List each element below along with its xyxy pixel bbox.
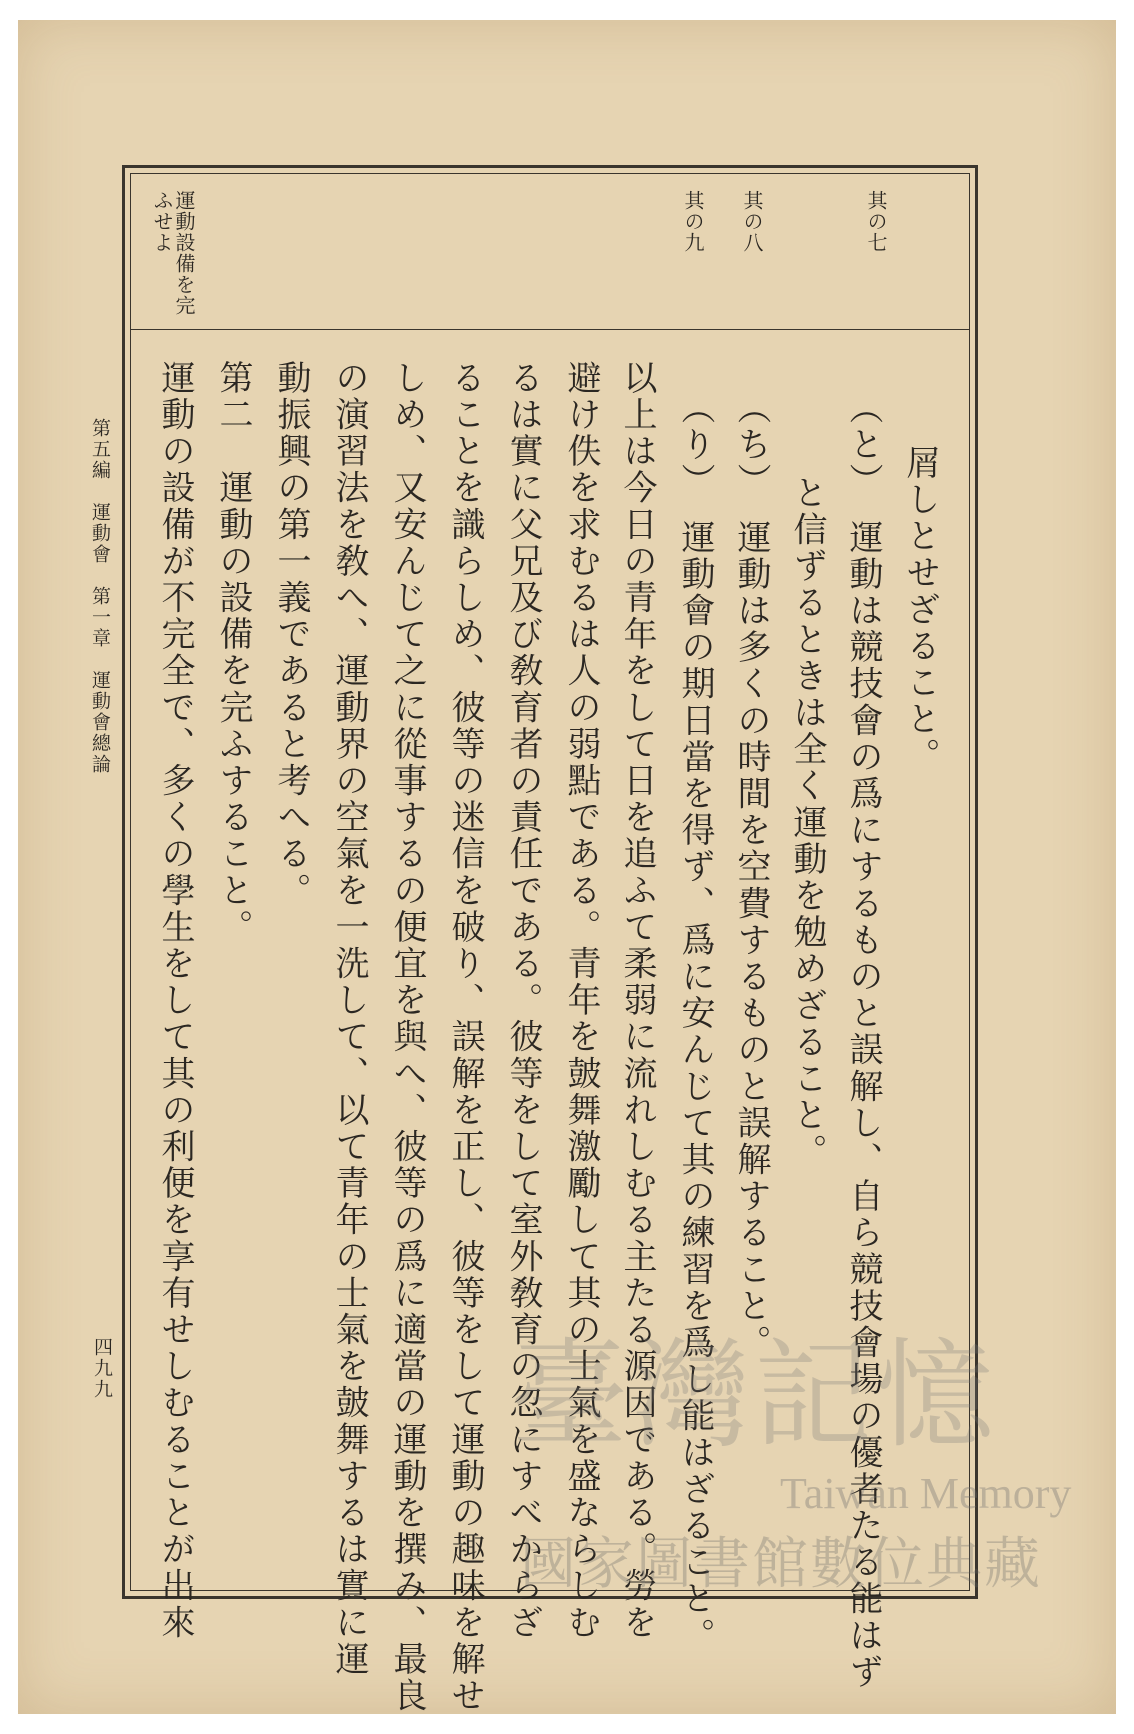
margin-note-equipment-2: ふせよ: [150, 190, 174, 253]
body-column-12: 動振興の第一義であると考へる。: [271, 360, 311, 909]
body-column-6: 以上は今日の青年をして日を追ふて柔弱に流れしむる主たる源因である。勞を: [617, 360, 657, 1641]
watermark-english-text: Taiwan Memory: [780, 1469, 1072, 1518]
margin-note-9: 其の九: [681, 190, 705, 253]
body-column-14: 運動の設備が不完全で、多くの學生をして其の利便を享有せしむることが出來: [155, 360, 195, 1641]
margin-note-equipment-1: 運動設備を完: [172, 190, 196, 316]
body-column-4: （ち） 運動は多くの時間を空費するものと誤解すること。: [731, 390, 771, 1362]
margin-divider-line: [130, 329, 970, 330]
body-column-1: 屑しとせざること。: [900, 445, 940, 775]
body-column-11: の演習法を敎へ、運動界の空氣を一洗して、以て青年の士氣を皷舞するは實に運: [329, 360, 369, 1678]
body-column-13: 第二 運動の設備を完ふすること。: [213, 360, 253, 946]
body-column-5: （り） 運動會の期日當を得ず、爲に安んじて其の練習を爲し能はざること。: [675, 390, 715, 1654]
chapter-running-header: 第五編 運動會 第一章 運動會總論: [89, 418, 111, 775]
page-number: 四九九: [91, 1337, 113, 1400]
body-column-2: （と） 運動は競技會の爲にするものと誤解し、自ら競技會場の優者たる能はず: [843, 390, 883, 1691]
margin-note-8: 其の八: [740, 190, 764, 253]
body-column-10: しめ、又安んじて之に從事するの便宜を與へ、彼等の爲に適當の運動を撰み、最良: [387, 360, 427, 1715]
body-column-9: ることを識らしめ、彼等の迷信を破り、誤解を正し、彼等をして運動の趣味を解せ: [445, 360, 485, 1715]
margin-note-7: 其の七: [864, 190, 888, 253]
watermark-main-text: 臺灣記憶: [510, 1326, 999, 1464]
body-column-8: るは實に父兄及び敎育者の責任である。彼等をして室外敎育の忽にすべからざ: [503, 360, 543, 1641]
body-column-3: と信ずるときは全く運動を勉めざること。: [787, 475, 827, 1171]
body-column-7: 避け佚を求むるは人の弱點である。青年を皷舞激勵して其の士氣を盛ならしむ: [561, 360, 601, 1641]
watermark-sub-text: 國家圖書館數位典藏: [520, 1532, 1042, 1595]
